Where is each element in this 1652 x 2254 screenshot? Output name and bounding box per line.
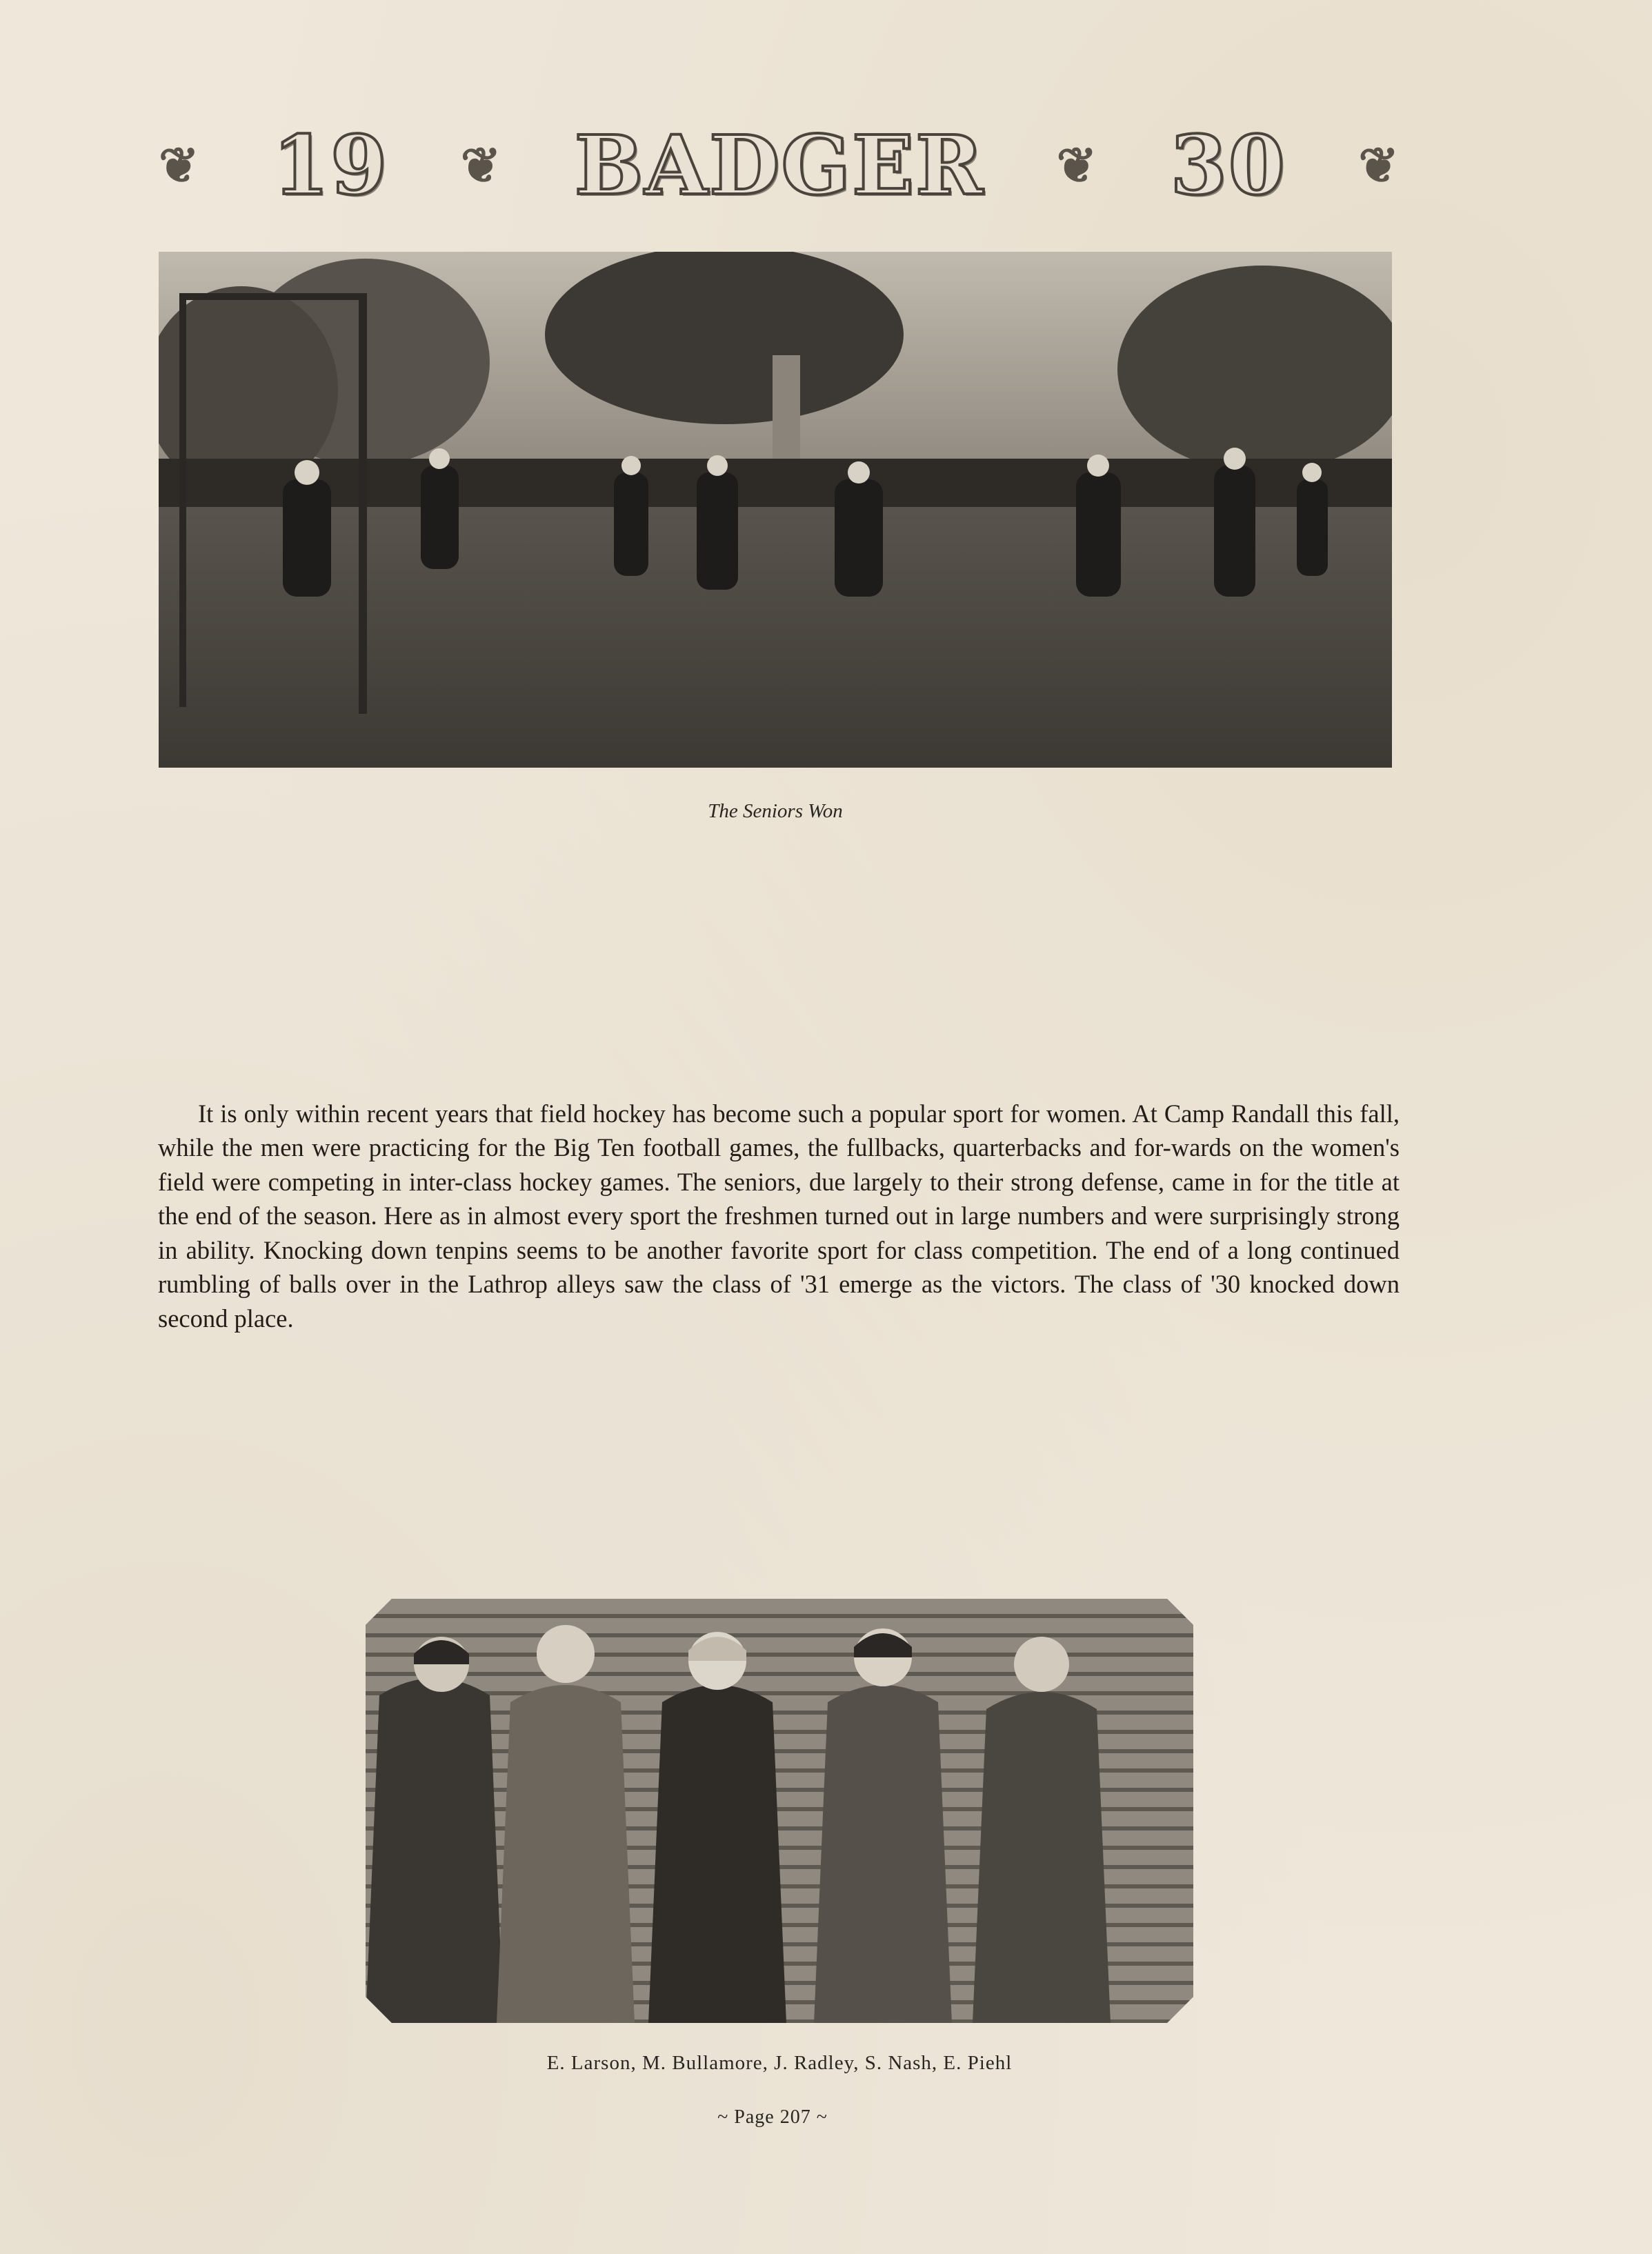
photo-caption-top: The Seniors Won (708, 800, 843, 822)
group-portrait-photo (366, 1599, 1193, 2023)
ornament-icon: ❦ (460, 137, 503, 194)
yearbook-masthead (159, 117, 1400, 213)
photo-caption-bottom: E. Larson, M. Bullamore, J. Radley, S. Nash, E. Piehl (546, 2052, 1013, 2074)
page-number: ~ Page 207 ~ (717, 2106, 828, 2128)
ornament-icon: ❦ (159, 137, 201, 194)
masthead-year-right: 30 (1170, 117, 1286, 213)
ornament-icon: ❦ (1358, 137, 1400, 194)
field-hockey-photo (159, 252, 1392, 768)
field-hockey-illustration (159, 252, 1392, 768)
article-paragraph: It is only within recent years that field hockey has become such a popular sport for women. At Camp Randall this fall, while the men were practicing for the Big Ten football games, the fullbacks, quarterbacks and for-wards on the women's field were competing in inter-class hockey games. The seniors, due largely to their strong defense, came in for the title at the end of the season. Here as in almost every sport the freshmen turned out in large numbers and were surprisingly strong in ability. Knocking down tenpins seems to be another favorite sport for class competition. The end of a long continued rumbling of balls over in the Lathrop alleys saw the class of '31 emerge as the victors. The class of '30 knocked down second place. (158, 1099, 1400, 1333)
masthead-year-left: 19 (272, 117, 389, 213)
ornament-icon: ❦ (1056, 137, 1099, 194)
masthead-title: BADGER (574, 117, 985, 213)
group-portrait-illustration (366, 1599, 1193, 2023)
